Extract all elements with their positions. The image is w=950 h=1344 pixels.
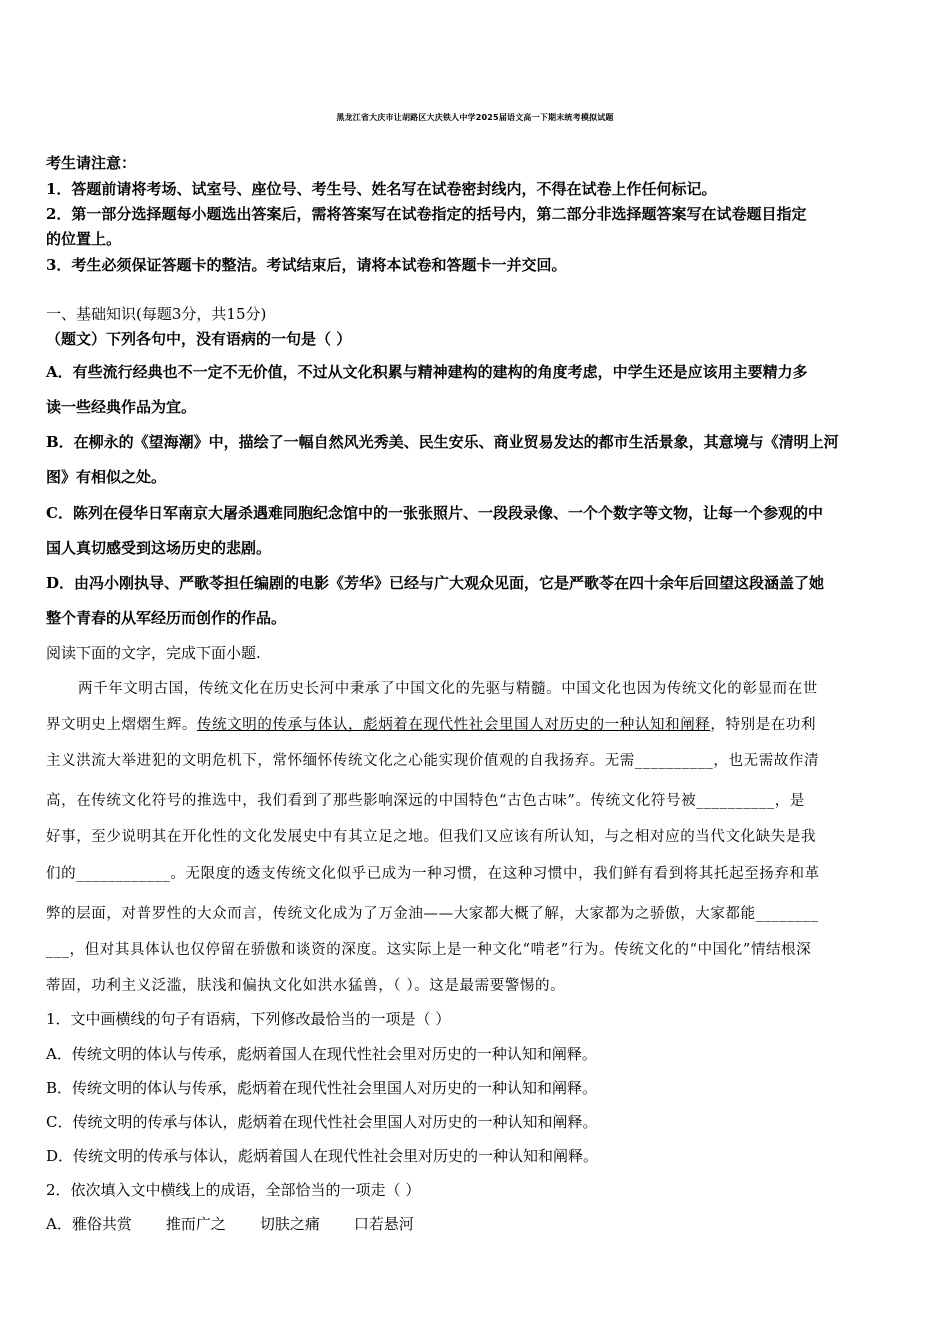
option-c-line-2: 国人真切感受到这场历史的悲剧。: [46, 539, 272, 557]
option-b-line-2: 图》有相似之处。: [46, 468, 167, 486]
q2-option-a-word-2: 推而广之: [165, 1215, 226, 1233]
passage-line-2-post: ，特别是在功利: [710, 717, 817, 733]
q1-option-c: C．传统文明的传承与体认，彪炳着在现代性社会里国人对历史的一种认知和阐释。: [46, 1113, 598, 1131]
passage-line-2-pre: 界文明史上熠熠生辉。: [46, 717, 197, 733]
option-d-line-1: D．由冯小刚执导、严歌苓担任编剧的电影《芳华》已经与广大观众见面，它是严歌苓在四十余年后回望这段涵盖了她: [46, 574, 825, 592]
notice-item-2: 2．第一部分选择题每小题选出答案后，需将答案写在试卷指定的括号内，第二部分非选择题答案写在试卷题目指定: [46, 205, 807, 223]
passage-line-6: 们的____________。无限度的透支传统文化似乎已成为一种习惯，在这种习惯中，我们鲜有看到将其托起至扬弃和革: [46, 866, 820, 882]
passage-line-7: 弊的层面，对普罗性的大众而言，传统文化成为了万金油——大家都大概了解，大家都为之骄傲，大家都能________: [46, 906, 819, 922]
passage-line-9: 蒂固，功利主义泛滥，肤浅和偏执文化如洪水猛兽，（ ）。这是最需要警惕的。: [46, 978, 566, 994]
passage-line-3: 主义洪流大举进犯的文明危机下，常怀缅怀传统文化之心能实现价值观的自我扬弃。无需__________，也无需故作清: [46, 753, 820, 769]
q2-option-a-word-4: 口若悬河: [353, 1215, 414, 1233]
passage-line-2: [46, 713, 816, 734]
q2-option-a-word-1: A．雅俗共赏: [46, 1215, 132, 1233]
option-a-line-2: 读一些经典作品为宜。: [46, 398, 197, 416]
passage-line-4: 高，在传统文化符号的推选中，我们看到了那些影响深远的中国特色“古色古味”。传统文化符号被__________，是: [46, 793, 805, 809]
notice-item-1: 1．答题前请将考场、试室号、座位号、考生号、姓名写在试卷密封线内，不得在试卷上作任何标记。: [46, 180, 717, 198]
notice-item-3: 3．考生必须保证答题卡的整洁。考试结束后，请将本试卷和答题卡一并交回。: [46, 256, 567, 274]
option-d-line-2: 整个青春的从军经历而创作的作品。: [46, 609, 287, 627]
notice-heading: 考生请注意：: [46, 154, 137, 172]
q2-option-a-word-3: 切肤之痛: [259, 1215, 320, 1233]
notice-item-2-cont: 的位置上。: [46, 230, 122, 248]
reading-intro: 阅读下面的文字，完成下面小题.: [46, 644, 261, 662]
section-heading: 一、基础知识(每题3分，共15分): [46, 305, 267, 323]
q1-stem: 1．文中画横线的句子有语病，下列修改最恰当的一项是（ ）: [46, 1010, 451, 1028]
q1-option-d: D．传统文明的传承与体认，彪炳着国人在现代性社会里对历史的一种认知和阐释。: [46, 1147, 599, 1165]
option-a-line-1: A．有些流行经典也不一定不无价值，不过从文化积累与精神建构的建构的角度考虑，中学生还是应该用主要精力多: [46, 363, 808, 381]
passage-line-5: 好事，至少说明其在开化性的文化发展史中有其立足之地。但我们又应该有所认知，与之相对应的当代文化缺失是我: [46, 829, 817, 845]
passage-line-8: ___，但对其具体认也仅停留在骄傲和谈资的深度。这实际上是一种文化“啃老”行为。传统文化的“中国化”情结根深: [46, 942, 812, 958]
q1-option-a: A．传统文明的体认与传承，彪炳着国人在现代性社会里对历史的一种认知和阐释。: [46, 1045, 597, 1063]
q1-option-b: B．传统文明的体认与传承，彪炳着在现代性社会里国人对历史的一种认知和阐释。: [46, 1079, 598, 1097]
option-b-line-1: B．在柳永的《望海潮》中，描绘了一幅自然风光秀美、民生安乐、商业贸易发达的都市生活景象，其意境与《清明上河: [46, 433, 839, 451]
passage-line-1: 两千年文明古国，传统文化在历史长河中秉承了中国文化的先驱与精髓。中国文化也因为传统文化的彰显而在世: [78, 681, 818, 697]
page-title: 黑龙江省大庆市让胡路区大庆铁人中学2025届语文高一下期末统考模拟试题: [336, 113, 614, 122]
option-c-line-1: C．陈列在侵华日军南京大屠杀遇难同胞纪念馆中的一张张照片、一段段录像、一个个数字等文物，让每一个参观的中: [46, 504, 823, 522]
question-stem: （题文）下列各句中，没有语病的一句是（ ）: [46, 330, 352, 348]
q2-option-a: [46, 1213, 414, 1234]
underlined-sentence: 传统文明的传承与体认，彪炳着在现代性社会里国人对历史的一种认知和阐释: [197, 717, 711, 733]
q2-stem: 2．依次填入文中横线上的成语，全部恰当的一项走（ ）: [46, 1181, 421, 1199]
